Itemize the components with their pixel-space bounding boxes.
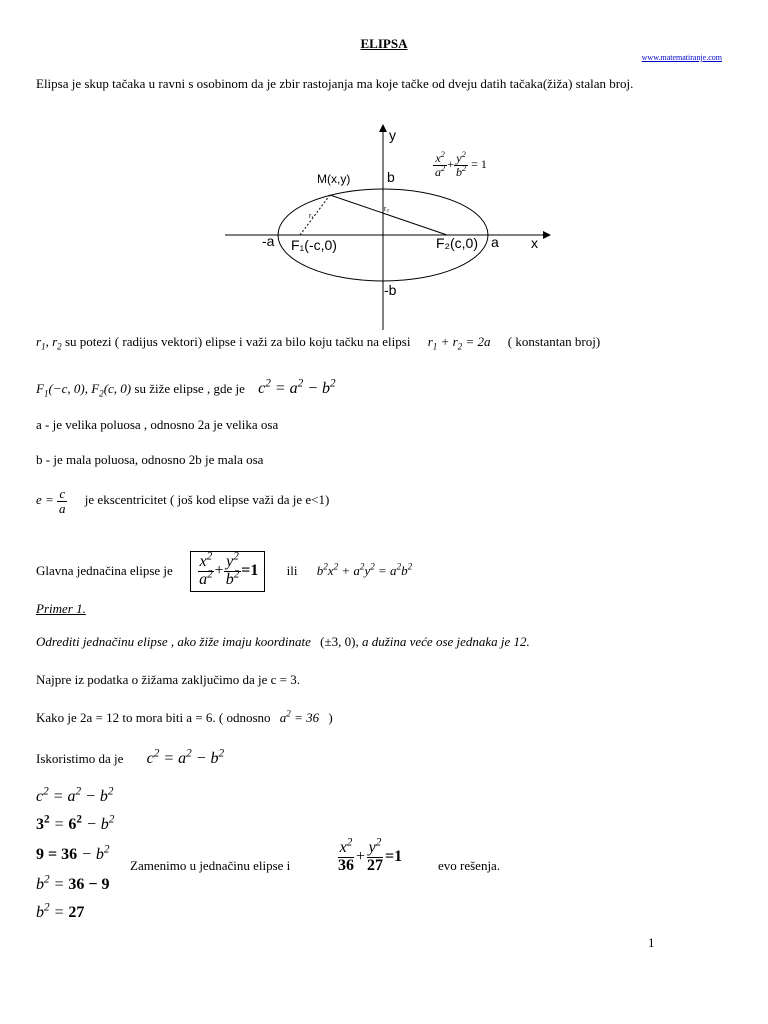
main-equation-line: Glavna jednačina elipse je $\frac{x^2}{a^2}$ + $\frac{y^2}{b^2}$ =1 ili $b^2x^2 + a^2y^2 = a^2b^2$ xyxy=(36,543,412,592)
label-a: a xyxy=(491,234,499,250)
page-title: ELIPSA xyxy=(360,36,408,51)
derivation-line-5: $b^2 = 27$ xyxy=(36,901,85,921)
r1-label: r₁ xyxy=(309,213,314,220)
replace-text: Zamenimo u jednačinu elipse i xyxy=(130,858,291,873)
example-task: Odrediti jednačinu elipse , ako žiže imaju koordinate (±3, 0), a dužina veće ose jednaka je 12. xyxy=(36,634,530,649)
diagram-equation: $\frac{x^2}{a^2}$ + $\frac{y^2}{b^2}$ = 1 xyxy=(435,150,487,179)
ellipse-diagram xyxy=(225,120,555,335)
example-step1: Najpre iz podatka o žižama zaključimo da je c = 3. xyxy=(36,672,300,687)
website-link[interactable]: www.matematiranje.com xyxy=(641,53,722,62)
radius-vector-r2 xyxy=(330,195,447,235)
example-step2: Kako je 2a = 12 to mora biti a = 6. ( odnosno $a^2 = 36$ ) xyxy=(36,708,333,725)
y-axis-arrow xyxy=(379,124,387,132)
example-step2-text: Kako je 2a = 12 to mora biti a = 6. ( odnosno xyxy=(36,710,271,725)
example-task-tail: , a dužina veće ose jednaka je 12. xyxy=(355,634,530,649)
eccentricity-line: e = $\frac{c}{a}$ je ekscentricitet ( još kod elipse važi da je e<1) xyxy=(36,486,330,516)
result-text: evo rešenja. xyxy=(438,858,501,873)
eccentricity-text: je ekscentricitet ( još kod elipse važi da je e<1) xyxy=(84,492,330,508)
axis-label-x: x xyxy=(531,235,538,251)
radius-line-text: su potezi ( radijus vektori) elipse i važi za bilo koju tačku na elipsi xyxy=(64,334,411,349)
radius-line: $r_1$, $r_2$ su potezi ( radijus vektori) elipse i važi za bilo koju tačku na elipsi $r_1 + r_2 = 2a$ ( konstantan broj) xyxy=(36,334,601,352)
derivation-line-1: $c^2 = a^2 - b^2$ xyxy=(36,785,114,805)
foci-line-text: su žiže elipse , gde je xyxy=(134,381,245,396)
main-equation-or: ili xyxy=(286,563,298,578)
main-equation-text: Glavna jednačina elipse je xyxy=(36,563,173,578)
example-step3: Iskoristimo da je $c^2 = a^2 - b^2$ xyxy=(36,747,225,767)
label-b: b xyxy=(387,169,395,185)
radius-line-tail: ( konstantan broj) xyxy=(507,334,601,349)
example-step3-text: Iskoristimo da je xyxy=(36,751,124,766)
page-number: 1 xyxy=(648,935,655,950)
label-minus-a: -a xyxy=(262,233,275,249)
diagram-equation-rhs: = 1 xyxy=(471,156,487,171)
foci-line: $F_1(-c$, 0), $F_2(c$, 0) su žiže elipse , gde je $c^2 = a^2 - b^2$ xyxy=(36,377,336,399)
result-equation: $\frac{x^2}{36}$ + $\frac{y^2}{27}$ =1 xyxy=(338,836,403,874)
intro-text: Elipsa je skup tačaka u ravni s osobinom da je zbir rastojanja ma koje tačke od dveju datih tačaka(žiža) stalan broj. xyxy=(36,76,634,91)
example-title: Primer 1. xyxy=(36,601,86,616)
main-equation-box: $\frac{x^2}{a^2}$ + $\frac{y^2}{b^2}$ =1 xyxy=(190,551,265,592)
minor-axis-line: b - je mala poluosa, odnosno 2b je mala osa xyxy=(36,452,264,467)
derivation-line-2: $3^2 = 6^2 - b^2$ xyxy=(36,813,115,833)
focus-f2-label: F₂(c,0) xyxy=(436,235,478,251)
example-step2-tail: ) xyxy=(328,710,333,725)
label-minus-b: -b xyxy=(384,282,397,298)
point-m-label: M(x,y) xyxy=(317,172,351,186)
major-axis-line: a - je velika poluosa , odnosno 2a je velika osa xyxy=(36,417,279,432)
x-axis-arrow xyxy=(543,231,551,239)
r2-label: r₂ xyxy=(384,206,390,213)
example-task-text: Odrediti jednačinu elipse , ako žiže imaju koordinate xyxy=(36,634,311,649)
axis-label-y: y xyxy=(389,127,396,143)
derivation-line-4: $b^2 = 36 - 9$ xyxy=(36,873,110,893)
focus-f1-label: F₁(-c,0) xyxy=(291,237,337,253)
radius-vector-r1 xyxy=(300,195,330,235)
derivation-line-3: $9 = 36 - b^2$ xyxy=(36,843,110,863)
